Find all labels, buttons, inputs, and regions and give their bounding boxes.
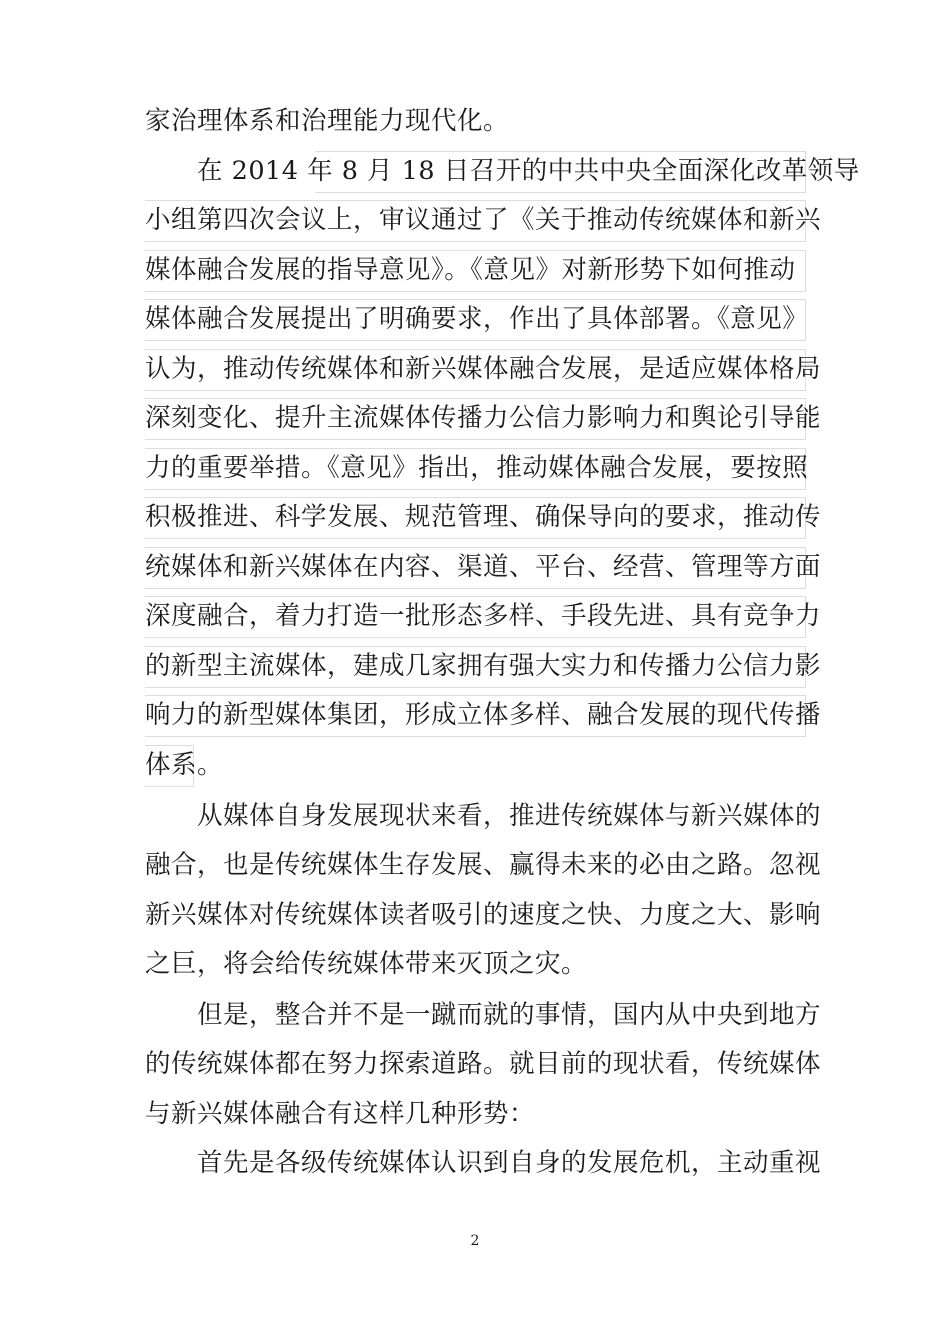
body-text-line: 的传统媒体都在努力探索道路。就目前的现状看，传统媒体 bbox=[145, 1049, 822, 1079]
body-text-line: 家治理体系和治理能力现代化。 bbox=[145, 106, 510, 136]
body-text-line: 力的重要举措。《意见》指出，推动媒体融合发展，要按照 bbox=[145, 453, 809, 483]
body-text-line: 统媒体和新兴媒体在内容、渠道、平台、经营、管理等方面 bbox=[145, 552, 822, 582]
page-number: 2 bbox=[470, 1233, 480, 1249]
body-text-line: 积极推进、科学发展、规范管理、确保导向的要求，推动传 bbox=[145, 502, 822, 532]
body-text-line: 融合，也是传统媒体生存发展、赢得未来的必由之路。忽视 bbox=[145, 850, 822, 880]
body-text-line: 与新兴媒体融合有这样几种形势： bbox=[145, 1099, 536, 1129]
paragraph-first-line: 首先是各级传统媒体认识到自身的发展危机，主动重视 bbox=[197, 1148, 822, 1178]
body-text-line: 小组第四次会议上，审议通过了《关于推动传统媒体和新兴 bbox=[145, 205, 822, 235]
body-text-line: 新兴媒体对传统媒体读者吸引的速度之快、力度之大、影响 bbox=[145, 900, 822, 930]
body-text-line: 之巨，将会给传统媒体带来灭顶之灾。 bbox=[145, 949, 588, 979]
paragraph-first-line: 但是，整合并不是一蹴而就的事情，国内从中央到地方 bbox=[197, 1000, 822, 1030]
body-text-line: 媒体融合发展的指导意见》。《意见》对新形势下如何推动 bbox=[145, 255, 796, 285]
paragraph-first-line: 从媒体自身发展现状来看，推进传统媒体与新兴媒体的 bbox=[197, 801, 822, 831]
body-text-line: 响力的新型媒体集团，形成立体多样、融合发展的现代传播 bbox=[145, 700, 822, 730]
body-text-line: 深度融合，着力打造一批形态多样、手段先进、具有竞争力 bbox=[145, 601, 822, 631]
paragraph-first-line: 在 2014 年 8 月 18 日召开的中共中央全面深化改革领导 bbox=[197, 156, 860, 186]
body-text-line: 媒体融合发展提出了明确要求，作出了具体部署。《意见》 bbox=[145, 304, 809, 334]
body-text-line: 体系。 bbox=[145, 750, 224, 780]
body-text-line: 认为，推动传统媒体和新兴媒体融合发展，是适应媒体格局 bbox=[145, 354, 822, 384]
body-text-line: 的新型主流媒体，建成几家拥有强大实力和传播力公信力影 bbox=[145, 651, 822, 681]
body-text-line: 深刻变化、提升主流媒体传播力公信力影响力和舆论引导能 bbox=[145, 403, 822, 433]
